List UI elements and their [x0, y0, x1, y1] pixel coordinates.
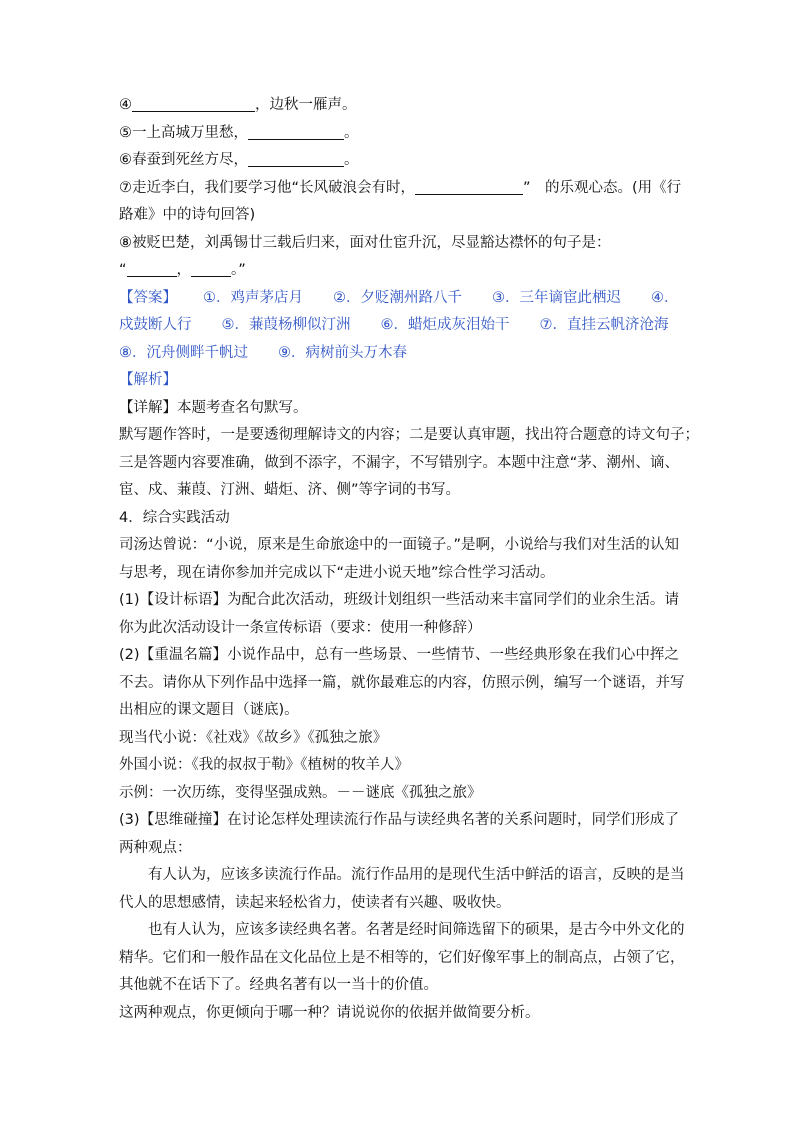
q3-line-5: ⑤一上高城万里愁， 。: [119, 120, 679, 148]
answer-item: ④．: [651, 289, 679, 306]
analysis-line: 宦、戍、蒹葭、汀洲、蜡炬、济、侧”等字词的书写。: [119, 482, 461, 498]
riddle-example: 示例：一次历练，变得坚强成熟。－－谜底《孤独之旅》: [119, 784, 482, 801]
q3-line-4: ④ ，边秋一雁声。: [119, 92, 679, 120]
analysis-tag: 【解析】: [119, 372, 177, 388]
q4-part1-line: 你为此次活动设计一条宣传标语（要求：使用一种修辞）: [119, 619, 482, 636]
q4-question: 这两种观点，你更倾向于哪一种？请说说你的依据并做简要分析。: [119, 1004, 540, 1021]
q3-line-6: ⑥春蚕到死丝方尽， 。: [119, 147, 679, 175]
view1-line: 有人认为，应该多读流行作品。流行作品用的是现代生活中鲜活的语言，反映的是当: [148, 867, 685, 883]
analysis-line: 三是答题内容要准确，做到不添字，不漏字，不写错别字。本题中注意“茅、潮州、谪、: [119, 454, 679, 471]
answer-item: ⑦．直挂云帆济沧海: [539, 317, 669, 333]
answer-blank: [127, 258, 177, 277]
answer-blank: [415, 176, 523, 195]
view2-line: 精华。它们和一般作品在文化品位上是不相等的，它们好像军事上的制高点，占领了它，: [119, 949, 685, 966]
answer-blank: [191, 258, 231, 277]
q4-part2-line: 出相应的课文题目（谜底)。: [119, 702, 299, 718]
q3-line-8: ⑧被贬巴楚，刘禹锡廿三载后归来，面对仕宦升沉，尽显豁达襟怀的句子是：: [119, 234, 611, 251]
q3-line-7-cont: 路难》中的诗句回答): [119, 207, 256, 223]
view2-line: 其他就不在话下了。经典名著有以一当十的价值。: [119, 977, 438, 993]
answer-blank: [248, 148, 344, 167]
q4-part1-line: (1)【设计标语】为配合此次活动，班级计划组织一些活动来丰富同学们的业余生活。请: [119, 592, 679, 608]
answer-row-1: [119, 285, 679, 313]
answer-item: ⑥．蜡炬成灰泪始干: [380, 317, 510, 333]
view1-line: 代人的思想感情，读起来轻松省力，使读者有兴趣、吸收快。: [119, 894, 511, 911]
q4-title: 4．综合实践活动: [119, 509, 230, 526]
q4-part2-line: (2)【重温名篇】小说作品中，总有一些场景、一些情节、一些经典形象在我们心中挥之: [119, 647, 679, 663]
answer-blank: [132, 93, 255, 112]
q4-intro-line: 司汤达曾说：“小说，原来是生命旅途中的一面镜子。”是啊，小说给与我们对生活的认知: [119, 537, 679, 553]
answer-item: 戍鼓断人行: [119, 317, 192, 333]
answer-row-3: [119, 340, 679, 368]
q4-part2-line: 不去。请你从下列作品中选择一篇，就你最难忘的内容，仿照示例，编写一个谜语，并写: [119, 674, 685, 691]
document-page: [119, 92, 699, 1027]
q4-part3-line: (3)【思维碰撞】在讨论怎样处理读流行作品与读经典名著的关系问题时，同学们形成了: [119, 812, 679, 828]
q4-part3-line: 两种观点：: [119, 839, 192, 856]
answer-tag: 【答案】: [119, 289, 177, 306]
answer-blank: [248, 121, 344, 140]
answer-row-2: [119, 312, 679, 340]
answer-item: ⑤．蒹葭杨柳似汀洲: [221, 317, 351, 333]
view2-line: 也有人认为，应该多读经典名著。名著是经时间筛选留下的硕果，是古今中外文化的: [148, 922, 685, 938]
answer-item: ②．夕贬潮州路八千: [333, 289, 462, 306]
q3-line-9: “ ， 。”: [119, 257, 679, 285]
answer-item: ①．鸡声茅店月: [203, 289, 303, 306]
q4-intro-line: 与思考，现在请你参加并完成以下“走进小说天地”综合性学习活动。: [119, 564, 555, 581]
analysis-line: 默写题作答时，一是要透彻理解诗文的内容；二是要认真审题，找出符合题意的诗文句子；: [119, 427, 699, 443]
modern-novels: 现当代小说：《社戏》《故乡》《孤独之旅》: [119, 729, 388, 746]
answer-item: ③．三年谪宦此栖迟: [492, 289, 621, 306]
analysis-detail: 【详解】本题考查名句默写。: [119, 399, 308, 416]
answer-item: ⑨．病树前头万木春: [278, 344, 407, 361]
answer-item: ⑧．沉舟侧畔千帆过: [119, 344, 248, 361]
q3-line-7: ⑦走近李白，我们要学习他“长风破浪会有时， ” 的乐观心态。(用《行: [119, 175, 679, 203]
foreign-novels: 外国小说：《我的叔叔于勒》《植树的牧羊人》: [119, 757, 409, 773]
